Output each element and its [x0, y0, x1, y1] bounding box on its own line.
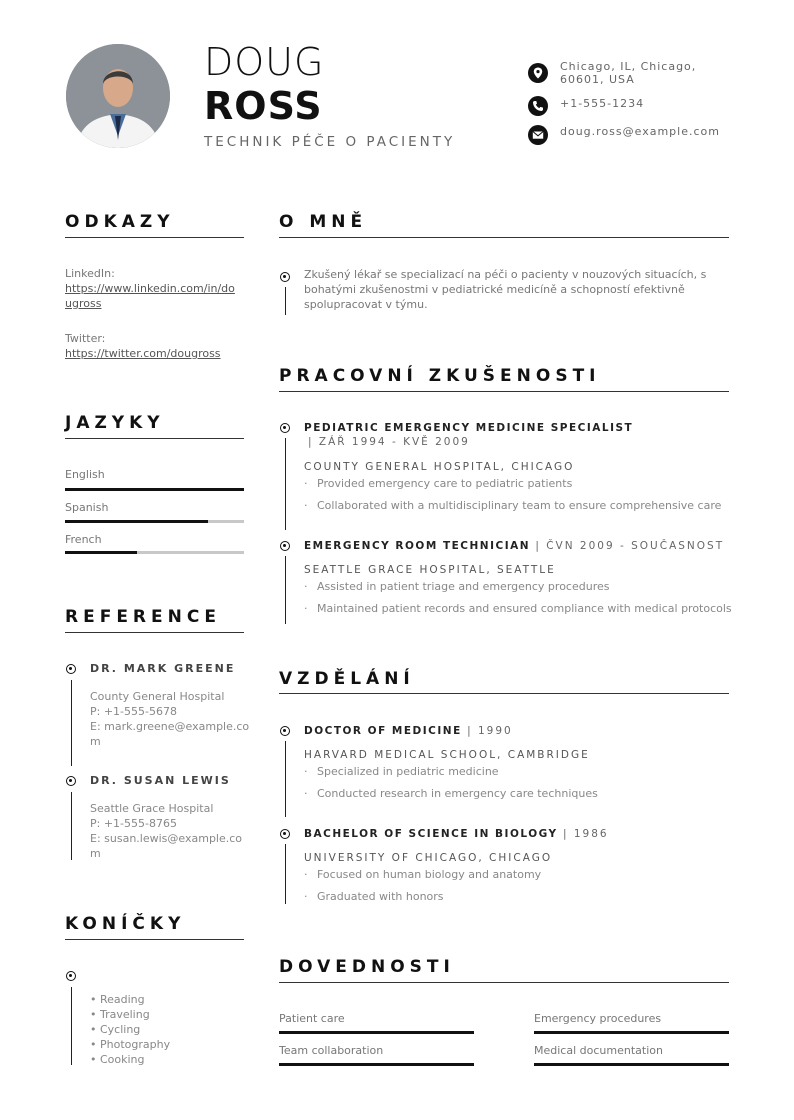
timeline-dot — [280, 272, 290, 282]
job-date: | ZÁŘ 1994 - KVĚ 2009 — [308, 436, 470, 448]
reference-details — [90, 689, 250, 749]
skill-label: Team collaboration — [279, 1044, 384, 1057]
timeline-line — [71, 792, 72, 860]
about-line: bohatými zkušenostmi v pediatrické medicíně a schopností efektivně — [304, 283, 685, 296]
bullet-text: Provided emergency care to pediatric patients — [317, 477, 573, 490]
job-title-entry — [304, 540, 724, 552]
address-line-1: Chicago, IL, Chicago, — [560, 60, 697, 73]
phone-icon — [528, 96, 548, 116]
last-name: ROSS — [204, 84, 323, 128]
linkedin-url-line2[interactable]: ugross — [65, 297, 102, 310]
languages-divider — [65, 438, 244, 439]
language-bar-track — [65, 488, 244, 491]
education-heading: VZDĚLÁNÍ — [279, 669, 415, 689]
about-line: spolupracovat v týmu. — [304, 298, 428, 311]
reference-details — [90, 801, 250, 861]
degree-entry — [304, 828, 609, 840]
reference-name: DR. SUSAN LEWIS — [90, 774, 231, 787]
language-bar-track — [65, 551, 244, 554]
education-divider — [279, 693, 729, 694]
job-organization: SEATTLE GRACE HOSPITAL, SEATTLE — [304, 564, 556, 576]
language-name: French — [65, 533, 102, 546]
timeline-dot — [66, 971, 76, 981]
job-organization: COUNTY GENERAL HOSPITAL, CHICAGO — [304, 461, 575, 473]
timeline-dot — [280, 541, 290, 551]
skill-label: Patient care — [279, 1012, 345, 1025]
job-title: TECHNIK PÉČE O PACIENTY — [204, 134, 456, 150]
skill-bar — [534, 1063, 729, 1066]
experience-heading: PRACOVNÍ ZKUŠENOSTI — [279, 366, 601, 386]
language-bar-track — [65, 520, 244, 523]
links-divider — [65, 237, 244, 238]
reference-email-line1: E: mark.greene@example.co — [90, 720, 250, 733]
hobbies-divider — [65, 939, 244, 940]
first-name: DOUG — [204, 40, 325, 84]
phone-number: +1-555-1234 — [560, 97, 645, 110]
profile-photo — [66, 44, 170, 148]
about-text — [304, 267, 734, 312]
job-bullet: · Maintained patient records and ensured compliance with medical protocols — [304, 602, 732, 615]
reference-phone: P: +1-555-5678 — [90, 705, 177, 718]
skill-bar — [279, 1063, 474, 1066]
about-divider — [279, 237, 729, 238]
experience-divider — [279, 391, 729, 392]
timeline-dot — [280, 726, 290, 736]
about-line: Zkušený lékař se specializací na péči o pacienty v nouzových situacích, s — [304, 268, 707, 281]
skills-heading: DOVEDNOSTI — [279, 957, 455, 977]
bullet-text: Focused on human biology and anatomy — [317, 868, 542, 881]
hobby-item: • Reading — [90, 993, 145, 1006]
timeline-line — [71, 680, 72, 766]
language-bar-fill — [65, 488, 244, 491]
school-name: UNIVERSITY OF CHICAGO, CHICAGO — [304, 852, 553, 864]
language-name: English — [65, 468, 105, 481]
languages-heading: JAZYKY — [65, 413, 165, 433]
education-bullet: · Conducted research in emergency care techniques — [304, 787, 598, 800]
degree-entry — [304, 725, 513, 737]
link-twitter — [65, 331, 250, 361]
job-bullet: · Provided emergency care to pediatric patients — [304, 477, 573, 490]
twitter-url[interactable]: https://twitter.com/dougross — [65, 347, 221, 360]
language-bar-fill — [65, 520, 208, 523]
skills-divider — [279, 982, 729, 983]
timeline-dot — [280, 423, 290, 433]
hobby-item: • Cooking — [90, 1053, 145, 1066]
school-name: HARVARD MEDICAL SCHOOL, CAMBRIDGE — [304, 749, 590, 761]
email-address[interactable]: doug.ross@example.com — [560, 125, 720, 138]
reference-email-line1: E: susan.lewis@example.co — [90, 832, 243, 845]
degree-date: | 1990 — [461, 725, 513, 737]
skill-label: Emergency procedures — [534, 1012, 662, 1025]
degree-title: BACHELOR OF SCIENCE IN BIOLOGY — [304, 828, 558, 840]
skill-label: Medical documentation — [534, 1044, 663, 1057]
hobbies-heading: KONÍČKY — [65, 914, 186, 934]
job-bullet: · Collaborated with a multidisciplinary team to ensure comprehensive care — [304, 499, 722, 512]
timeline-line — [285, 287, 286, 315]
linkedin-label: LinkedIn: — [65, 267, 115, 280]
degree-date: | 1986 — [557, 828, 609, 840]
address-line-2: 60601, USA — [560, 73, 635, 86]
bullet-text: Conducted research in emergency care techniques — [317, 787, 598, 800]
degree-title: DOCTOR OF MEDICINE — [304, 725, 462, 737]
language-name: Spanish — [65, 501, 109, 514]
bullet-text: Graduated with honors — [317, 890, 444, 903]
job-bullet: · Assisted in patient triage and emergency procedures — [304, 580, 610, 593]
timeline-dot — [66, 664, 76, 674]
timeline-line — [285, 844, 286, 904]
reference-email-line2: m — [90, 735, 101, 748]
hobby-item: • Cycling — [90, 1023, 141, 1036]
timeline-line — [285, 438, 286, 530]
references-heading: REFERENCE — [65, 607, 221, 627]
reference-phone: P: +1-555-8765 — [90, 817, 177, 830]
references-divider — [65, 632, 244, 633]
skill-bar — [279, 1031, 474, 1034]
hobbies-list — [90, 992, 170, 1067]
reference-name: DR. MARK GREENE — [90, 662, 236, 675]
link-linkedin — [65, 266, 250, 311]
education-bullet: · Focused on human biology and anatomy — [304, 868, 542, 881]
timeline-dot — [280, 829, 290, 839]
links-heading: ODKAZY — [65, 212, 175, 232]
job-date: | ČVN 2009 - SOUČASNOST — [530, 540, 725, 552]
bullet-text: Specialized in pediatric medicine — [317, 765, 499, 778]
reference-org: Seattle Grace Hospital — [90, 802, 214, 815]
education-bullet: · Graduated with honors — [304, 890, 444, 903]
bullet-text: Assisted in patient triage and emergency procedures — [317, 580, 610, 593]
job-title-entry: PEDIATRIC EMERGENCY MEDICINE SPECIALIST — [304, 422, 634, 434]
education-bullet: · Specialized in pediatric medicine — [304, 765, 499, 778]
reference-org: County General Hospital — [90, 690, 225, 703]
job-title-text: EMERGENCY ROOM TECHNICIAN — [304, 540, 531, 552]
timeline-line — [285, 556, 286, 624]
linkedin-url-line1[interactable]: https://www.linkedin.com/in/do — [65, 282, 235, 295]
envelope-icon — [528, 125, 548, 145]
timeline-line — [71, 987, 72, 1065]
twitter-label: Twitter: — [65, 332, 106, 345]
reference-email-line2: m — [90, 847, 101, 860]
timeline-dot — [66, 776, 76, 786]
bullet-text: Collaborated with a multidisciplinary team to ensure comprehensive care — [317, 499, 722, 512]
hobby-item: • Traveling — [90, 1008, 150, 1021]
hobby-item: • Photography — [90, 1038, 171, 1051]
skill-bar — [534, 1031, 729, 1034]
timeline-line — [285, 741, 286, 817]
about-heading: O MNĚ — [279, 212, 368, 232]
language-bar-fill — [65, 551, 137, 554]
bullet-text: Maintained patient records and ensured compliance with medical protocols — [317, 602, 732, 615]
location-pin-icon — [528, 63, 548, 83]
